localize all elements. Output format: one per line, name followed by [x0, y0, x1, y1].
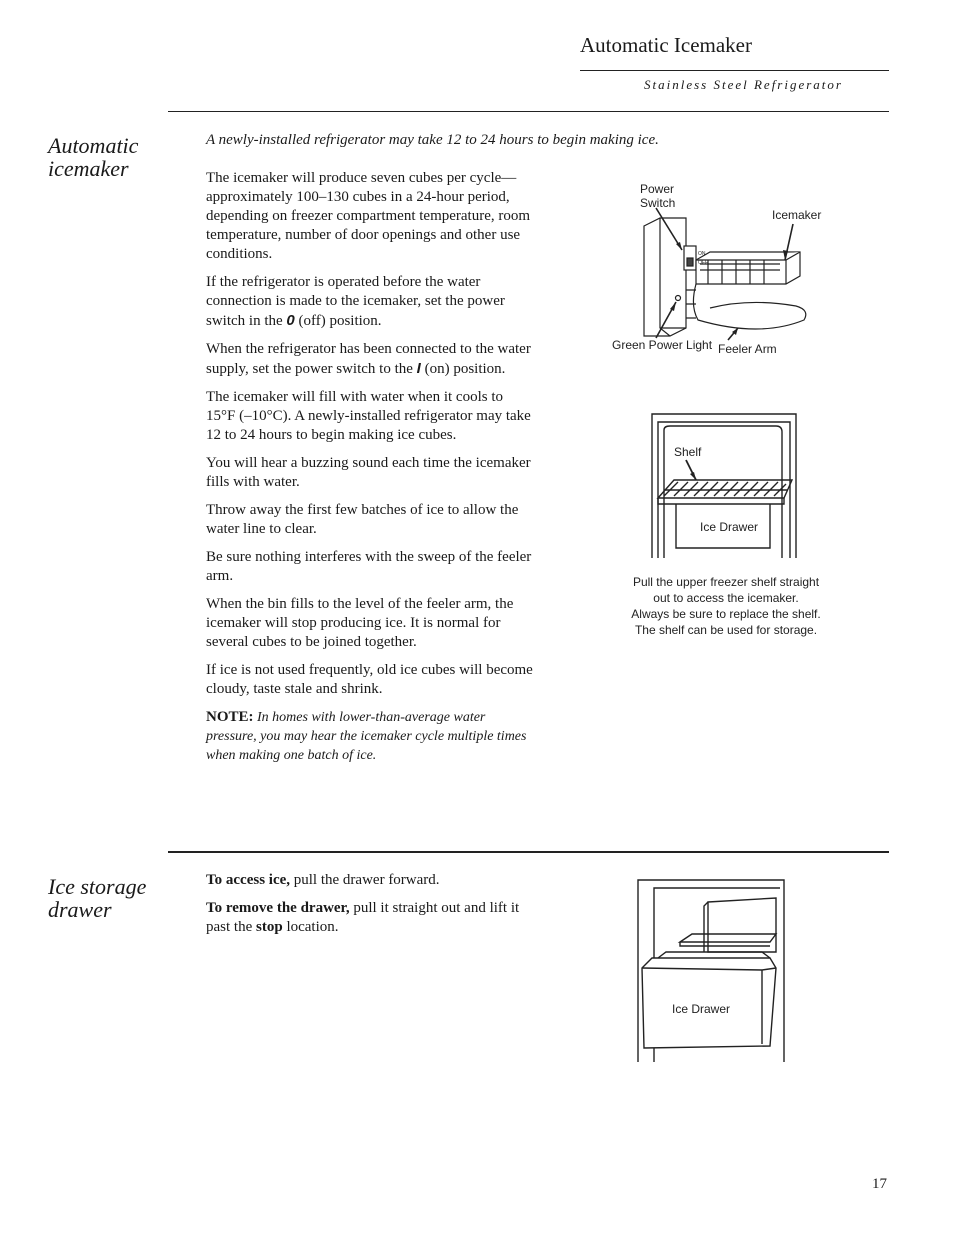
section-divider-top — [168, 111, 889, 112]
icemaker-body-text — [206, 169, 536, 774]
feeler-arm-label: Feeler Arm — [718, 342, 777, 356]
shelf-caption — [620, 574, 832, 638]
paragraph: You will hear a buzzing sound each time the icemaker fills with water. — [206, 455, 531, 490]
section-title-line: icemaker — [48, 156, 129, 181]
section-divider-middle — [168, 851, 889, 853]
header-rule — [580, 70, 889, 71]
bold-lead: To remove the drawer, — [206, 900, 350, 916]
icemaker-label: Icemaker — [772, 208, 822, 222]
section-title-line: drawer — [48, 897, 112, 922]
text-run: location. — [282, 919, 339, 935]
paragraph — [206, 273, 536, 331]
text-run: pull it straight out and lift it past the — [206, 900, 520, 935]
label-line: Switch — [640, 196, 676, 210]
text-run: If the refrigerator is operated before the water connection is made to the icemaker, set the power switch in the — [206, 274, 505, 329]
switch-on-label: ON — [698, 251, 706, 257]
bold-lead: To access ice, — [206, 872, 291, 888]
lead-paragraph: A newly-installed refrigerator may take 12 to 24 hours to begin making ice. — [206, 132, 659, 148]
text-run: (off) position. — [294, 313, 382, 329]
paragraph: The icemaker will produce seven cubes per cycle—approximately 100–130 cubes in a 24-hour period, depending on freezer compartment temperature, room temperature, number of door openings and other use conditions. — [206, 170, 531, 262]
caption-line: The shelf can be used for storage. — [634, 623, 818, 637]
paragraph: Throw away the first few batches of ice to allow the water line to clear. — [206, 502, 519, 537]
text-run: pull the drawer forward. — [290, 872, 440, 888]
note-text: In homes with lower-than-average water pressure, you may hear the icemaker cycle multiple times when making one batch of ice. — [206, 710, 527, 763]
note-paragraph — [206, 708, 536, 765]
bold-term: stop — [256, 919, 283, 935]
ice-drawer-illustration — [630, 876, 790, 1066]
text-run: When the refrigerator has been connected to the water supply, set the power switch to the — [206, 341, 531, 377]
paragraph: When the bin fills to the level of the feeler arm, the icemaker will stop producing ice. It is normal for several cubes to be joined together. — [206, 596, 514, 650]
off-symbol: 0 — [286, 312, 295, 329]
caption-line: Always be sure to replace the shelf. — [631, 607, 821, 621]
freezer-shelf-illustration — [640, 410, 810, 560]
paragraph: The icemaker will fill with water when it cools to 15°F (–10°C). A newly-installed refrigerator may take 12 to 24 hours to begin making ice cubes. — [206, 389, 531, 443]
label-line: Power — [640, 182, 675, 196]
section-title-line: Ice storage — [48, 874, 147, 899]
icemaker-illustration — [600, 180, 840, 360]
note-label: NOTE: — [206, 709, 254, 725]
power-switch-label — [640, 182, 675, 210]
paragraph: If ice is not used frequently, old ice cubes will become cloudy, taste stale and shrink. — [206, 662, 533, 697]
paragraph — [206, 899, 526, 937]
section-title-line: Automatic — [48, 133, 139, 158]
page-header-subtitle: Stainless Steel Refrigerator — [644, 77, 843, 92]
text-run: (on) position. — [420, 361, 506, 377]
paragraph — [206, 340, 536, 379]
switch-off-label: OFF — [698, 260, 708, 266]
page-header-title: Automatic Icemaker — [580, 33, 752, 57]
paragraph: Be sure nothing interferes with the sweep of the feeler arm. — [206, 549, 532, 584]
drawer-body-text — [206, 871, 526, 946]
shelf-label: Shelf — [674, 445, 702, 459]
on-symbol: I — [416, 360, 421, 377]
green-power-light-label: Green Power Light — [612, 338, 713, 352]
ice-drawer-label: Ice Drawer — [700, 520, 759, 534]
section-title-drawer — [48, 875, 146, 921]
paragraph — [206, 871, 526, 890]
ice-drawer-label-2: Ice Drawer — [672, 1002, 731, 1016]
page-number: 17 — [872, 1176, 887, 1192]
caption-line: Pull the upper freezer shelf straight — [632, 575, 820, 589]
caption-line: out to access the icemaker. — [653, 591, 799, 605]
section-title-icemaker — [48, 134, 138, 180]
